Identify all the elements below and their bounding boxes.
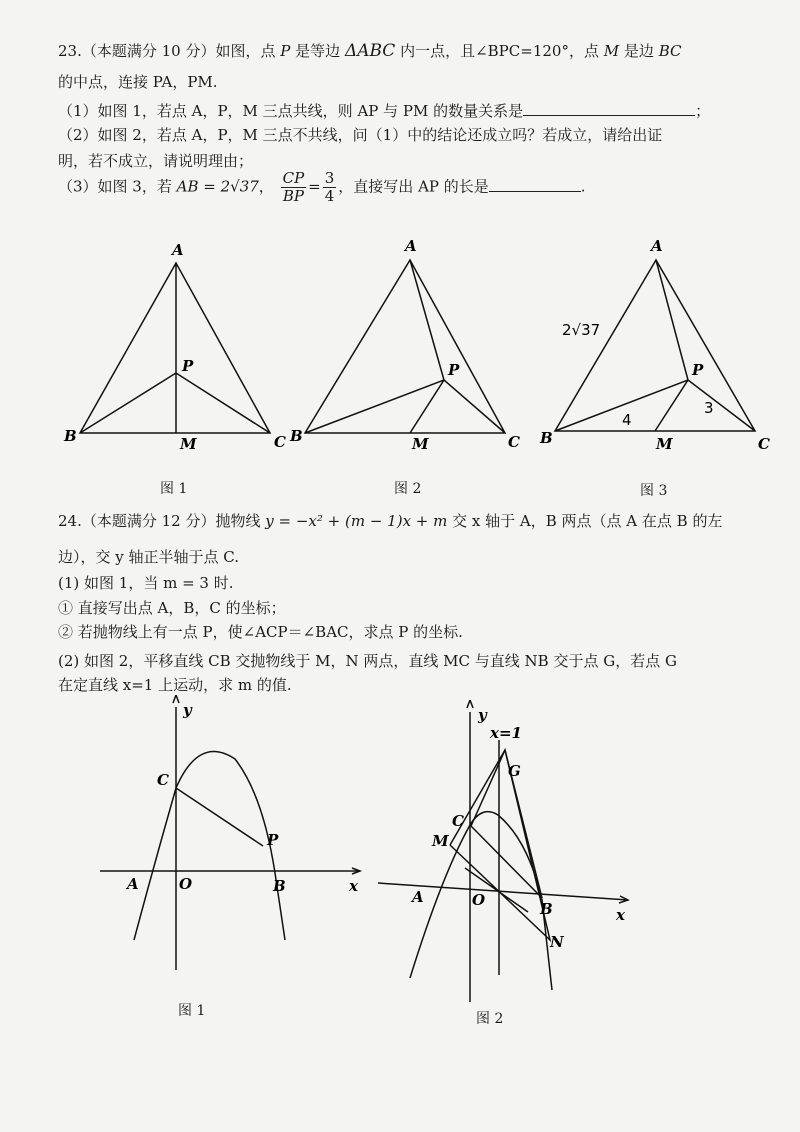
q23-line-1 xyxy=(58,40,681,61)
fig1-axis-y: y xyxy=(183,701,192,719)
q24-sub-2: ② 若抛物线上有一点 P，使∠ACP＝∠BAC，求点 P 的坐标. xyxy=(58,623,463,641)
fig2-label-p: P xyxy=(448,361,460,379)
q24-header: 24.（本题满分 12 分）抛物线 xyxy=(58,512,261,530)
q24-figure-2 xyxy=(370,700,640,1010)
q23-point-p: P xyxy=(280,42,291,60)
q24-line-1 xyxy=(58,510,722,531)
q24-equation: y = −x² + (m − 1)x + m xyxy=(265,512,448,530)
fig3-label-p: P xyxy=(692,361,704,379)
line-cp xyxy=(176,788,263,846)
fig2-label-c: C xyxy=(452,812,464,830)
fig1-label-p: P xyxy=(182,357,194,375)
fig3-label-b: B xyxy=(540,429,553,447)
q23-part-3-pre: （3）如图 3，若 xyxy=(58,177,172,196)
q24-figure-caption-1: 图 1 xyxy=(178,1003,206,1019)
fig2-label-a: A xyxy=(412,888,424,906)
fig2-label-b: B xyxy=(290,427,303,445)
q23-part-1 xyxy=(58,100,710,121)
fig1-label-b: B xyxy=(64,427,77,445)
q23-part-3 xyxy=(58,170,586,205)
fraction-cp-bp xyxy=(281,170,307,205)
fig2-label-c: C xyxy=(508,433,520,451)
figure-2-diagram xyxy=(305,260,505,433)
fig2-label-m: M xyxy=(412,435,429,453)
fig2-label-b: B xyxy=(540,900,553,918)
q24-text-1: 交 x 轴于 A，B 两点（点 A 在点 B 的左 xyxy=(452,512,723,530)
q23-text-1: 是等边 xyxy=(295,42,341,60)
q23-part-1-text: （1）如图 1，若点 A，P，M 三点共线，则 AP 与 PM 的数量关系是 xyxy=(58,102,524,120)
figure-3-diagram xyxy=(555,260,755,431)
q24-figure-caption-2: 图 2 xyxy=(476,1011,504,1027)
q23-header: 23.（本题满分 10 分）如图，点 xyxy=(58,42,276,60)
fig2-label-a: A xyxy=(405,237,417,255)
fraction-den: 4 xyxy=(324,187,335,205)
fig3-label-m: M xyxy=(656,435,673,453)
figure-caption-1: 图 1 xyxy=(160,481,188,497)
q23-part-3-post: ，直接写出 AP 的长是 xyxy=(338,177,489,196)
q23-ab-value: AB = 2√37 xyxy=(176,177,259,196)
answer-blank[interactable] xyxy=(489,190,581,192)
fig1-label-c: C xyxy=(274,433,286,451)
q23-triangle: ΔABC xyxy=(344,41,396,61)
q23-text-2: 内一点，且∠BPC=120°，点 xyxy=(400,42,599,60)
fig3-label-c: C xyxy=(758,435,770,453)
y-axis-arrow-icon xyxy=(173,695,179,703)
parallel-lines xyxy=(450,750,550,940)
q23-comma: ， xyxy=(258,177,274,196)
q24-part-2a: (2) 如图 2，平移直线 CB 交抛物线于 M，N 两点，直线 MC 与直线 NB 交于点 G，若点 G xyxy=(58,652,677,670)
equals-sign: = xyxy=(308,177,321,196)
fraction-num: 3 xyxy=(324,169,335,187)
fraction-den: BP xyxy=(282,187,304,205)
fig1-label-p: P xyxy=(267,831,279,849)
fig1-label-o: O xyxy=(179,875,193,893)
q24-figure-1 xyxy=(95,695,375,985)
fraction-num: CP xyxy=(282,169,305,187)
fig2-label-m: M xyxy=(432,832,449,850)
fig1-label-c: C xyxy=(157,771,169,789)
fig3-label-a: A xyxy=(651,237,663,255)
figure-1-diagram xyxy=(80,263,270,433)
fig2-label-x1: x=1 xyxy=(490,724,522,742)
fig2-label-n: N xyxy=(550,933,564,951)
fig2-label-g: G xyxy=(508,762,521,780)
q24-part-1: (1) 如图 1，当 m = 3 时. xyxy=(58,574,234,592)
fraction-3-4 xyxy=(323,170,337,205)
handwritten-ab-note: 2√37 xyxy=(562,321,601,339)
q23-point-m: M xyxy=(603,42,620,60)
fig2-axis-x: x xyxy=(616,906,625,924)
q23-part-2a: （2）如图 2，若点 A，P，M 三点不共线，问（1）中的结论还成立吗？若成立，请给出证 xyxy=(58,126,663,144)
answer-blank[interactable] xyxy=(523,114,695,116)
fig2-axis-y: y xyxy=(478,706,487,724)
q24-sub-1: ① 直接写出点 A，B，C 的坐标； xyxy=(58,599,286,617)
q23-figures xyxy=(0,225,800,465)
fig1-label-a: A xyxy=(172,241,184,259)
q23-part-2b: 明，若不成立，请说明理由； xyxy=(58,152,254,170)
fig1-label-m: M xyxy=(180,435,197,453)
fig1-axis-x: x xyxy=(349,877,358,895)
fig1-label-a: A xyxy=(127,875,139,893)
q23-side-bc: BC xyxy=(658,42,682,60)
line-mg xyxy=(450,750,505,845)
q23-part-1-end: ； xyxy=(695,102,711,120)
figure-caption-3: 图 3 xyxy=(640,483,668,499)
q24-part-2b: 在定直线 x=1 上运动，求 m 的值. xyxy=(58,676,292,694)
y-axis-arrow-icon xyxy=(467,700,473,708)
q23-line-2: 的中点，连接 PA，PM. xyxy=(58,73,218,91)
q23-part-3-end: . xyxy=(580,177,586,196)
fig2-label-o: O xyxy=(472,891,486,909)
q24-line-2: 边），交 y 轴正半轴于点 C. xyxy=(58,548,239,566)
fig1-label-b: B xyxy=(273,877,286,895)
q23-text-3: 是边 xyxy=(623,42,654,60)
handwritten-cp-note: 3 xyxy=(704,399,714,417)
handwritten-bp-note: 4 xyxy=(622,411,632,429)
figure-caption-2: 图 2 xyxy=(394,481,422,497)
